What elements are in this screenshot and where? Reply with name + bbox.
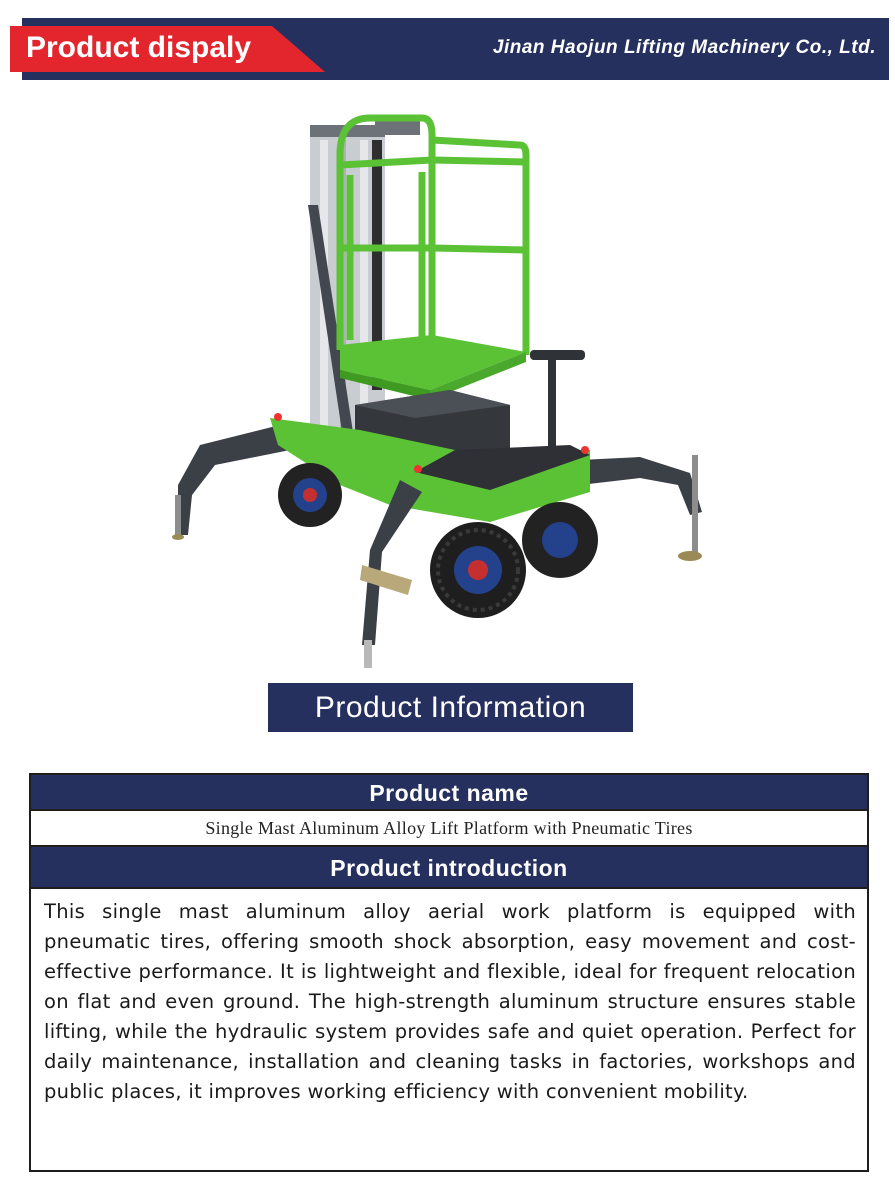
product-name-value: Single Mast Aluminum Alloy Lift Platform with Pneumatic Tires [205,818,693,838]
product-info-table [29,773,869,1172]
product-intro-header: Product introduction [31,847,867,887]
product-name-header: Product name [31,775,867,809]
section-title: Product Information [268,683,633,732]
product-intro-text: This single mast aluminum alloy aerial work platform is equipped with pneumatic tires, offering smooth shock absorption, easy movement and cost-effective performance. It is lightweight and flexible, ideal for frequent relocation on flat and even ground. The high-strength aluminum structure ensures stable lifting, while the hydraulic system provides safe and quiet operation. Perfect for daily maintenance, installation and cleaning tasks in factories, workshops and public places, it improves working efficiency with convenient mobility. [44,900,856,1103]
banner-title: Product dispaly [26,31,252,64]
company-name: Jinan Haojun Lifting Machinery Co., Ltd. [492,37,876,58]
product-photo [160,100,720,675]
table-divider [31,887,867,889]
header-banner [0,10,895,82]
